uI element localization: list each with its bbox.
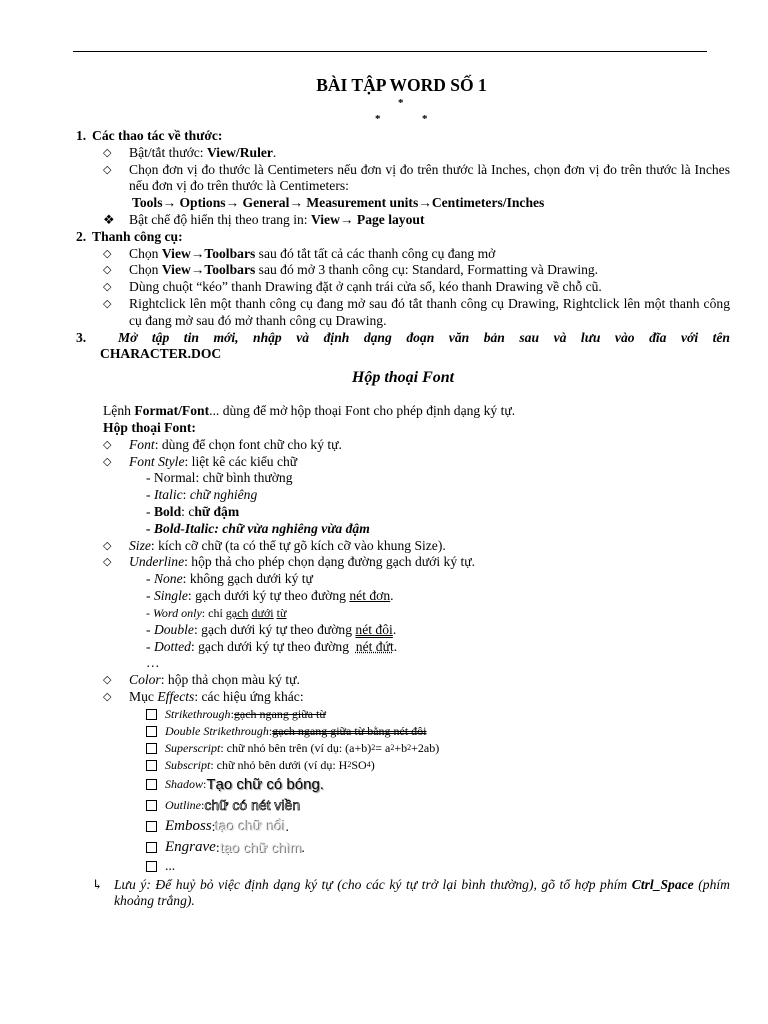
list-item: ◇ Chọn View→Toolbars sau đó tắt tất cả các thanh công cụ đang mở — [103, 245, 496, 261]
checkbox-icon — [146, 760, 157, 771]
list-item: ◇ Font Style: liệt kê các kiểu chữ — [103, 453, 298, 469]
underline-double: - Double: gạch dưới ký tự theo đường nét đôi. — [146, 621, 397, 637]
section-1-heading: 1. Các thao tác về thước: — [76, 128, 223, 143]
list-item: ◇ Chọn đơn vị đo thước là Centimeters nếu đơn vị đo trên thước là Inches, chọn đơn vị đo trên thước là Inches nếu đơn vị đo trên thước là Centimeters: — [103, 161, 730, 194]
underline-word-only: - Word only: chỉ gạch dưới từ — [146, 605, 287, 620]
effect-strikethrough: Strikethrough : gạch ngang giữa từ — [76, 706, 730, 723]
effect-double-strikethrough: Double Strikethrough : gạch ngang giữa từ bằng nét đôi — [76, 723, 730, 740]
checkbox-icon — [146, 709, 157, 720]
checkbox-icon — [146, 861, 157, 872]
dialog-label: Hộp thoại Font: — [103, 419, 196, 435]
star-ornament: * — [398, 97, 404, 109]
effect-more: ... — [76, 858, 730, 875]
effect-engrave: Engrave : tạo chữ chìm . — [76, 837, 730, 858]
diamond-bullet-icon: ◇ — [103, 539, 112, 552]
list-item: ◇ Chọn View→Toolbars sau đó mở 3 thanh công cụ: Standard, Formatting và Drawing. — [103, 262, 599, 278]
menu-path: Tools→ Options→ General→ Measurement units→Centimeters/Inches — [132, 195, 545, 211]
style-bold: - Bold: chữ đậm — [146, 503, 240, 519]
diamond-bullet-icon: ❖ — [103, 211, 115, 227]
header-rule — [73, 51, 707, 52]
file-name: CHARACTER.DOC — [100, 346, 222, 362]
list-item: ◇ Rightclick lên một thanh công cụ đang mở sau đó tắt thanh công cụ Drawing, Rightclick lên một thanh công cụ đang mở sau đó mở thanh công cụ Drawing. — [103, 295, 730, 328]
style-bold-italic: - Bold-Italic: chữ vừa nghiêng vừa đậm — [146, 520, 370, 536]
effect-emboss: Emboss : tạo chữ nổi . — [76, 816, 730, 837]
underline-none: - None: không gạch dưới ký tự — [146, 571, 313, 587]
list-item: ◇ Color: hộp thả chọn màu ký tự. — [103, 672, 300, 688]
checkbox-icon — [146, 743, 157, 754]
ellipsis: … — [146, 655, 160, 671]
effect-shadow: Shadow : Tạo chữ có bóng. — [76, 774, 730, 795]
diamond-bullet-icon: ◇ — [103, 146, 112, 159]
list-item: ◇ Underline: hộp thả cho phép chọn dạng đường gạch dưới ký tự. — [103, 554, 476, 570]
font-dialog-heading: Hộp thoại Font — [351, 369, 455, 387]
diamond-bullet-icon: ◇ — [103, 163, 112, 176]
intro-paragraph: Lệnh Format/Font... dùng để mở hộp thoại Font cho phép định dạng ký tự. — [103, 403, 516, 419]
list-item: ◇ Size: kích cỡ chữ (ta có thể tự gõ kích cỡ vào khung Size). — [103, 537, 446, 553]
checkbox-icon — [146, 726, 157, 737]
section-3-heading: 3. Mở tập tin mới, nhập và định dạng đoạn văn bản sau và lưu vào đĩa với tên — [76, 329, 730, 345]
diamond-bullet-icon: ◇ — [103, 281, 112, 294]
list-item: ◇ Font: dùng để chọn font chữ cho ký tự. — [103, 436, 342, 452]
diamond-bullet-icon: ◇ — [103, 297, 112, 310]
star-ornament: * — [422, 113, 428, 125]
effect-subscript: Subscript : chữ nhỏ bên dưới (ví dụ: H 2 SO 4 ) — [76, 757, 730, 774]
style-italic: - Italic: chữ nghiêng — [146, 487, 258, 503]
page-title: BÀI TẬP WORD SỐ 1 — [316, 75, 487, 95]
diamond-bullet-icon: ◇ — [103, 556, 112, 569]
checkbox-icon — [146, 821, 157, 832]
note-item: ↳ Lưu ý: Để huỷ bỏ việc định dạng ký tự (cho các ký tự trở lại bình thường), gõ tổ hợp phím Ctrl_Space (phím khoảng trắng). — [92, 876, 730, 909]
star-ornament: * — [375, 113, 381, 125]
diamond-bullet-icon: ◇ — [103, 674, 112, 687]
checkbox-icon — [146, 779, 157, 790]
checkbox-icon — [146, 800, 157, 811]
list-item: ❖ Bật chế độ hiển thị theo trang in: View→ Page layout — [103, 211, 425, 227]
effect-outline: Outline : chữ có nét viền — [76, 795, 730, 816]
diamond-bullet-icon: ◇ — [103, 264, 112, 277]
style-normal: - Normal: chữ bình thường — [146, 470, 293, 486]
diamond-bullet-icon: ◇ — [103, 690, 112, 703]
diamond-bullet-icon: ◇ — [103, 455, 112, 468]
list-item: ◇ Dùng chuột “kéo” thanh Drawing đặt ở cạnh trái cửa sổ, kéo thanh Drawing về chỗ cũ. — [103, 279, 602, 295]
list-item: ◇ Bật/tắt thước: View/Ruler. — [103, 144, 277, 160]
hook-arrow-icon: ↳ — [92, 876, 103, 892]
underline-dotted: - Dotted: gạch dưới ký tự theo đường nét đứt. — [146, 638, 398, 654]
document-body — [76, 128, 730, 910]
list-item: ◇ Mục Effects: các hiệu ứng khác: — [103, 688, 304, 704]
diamond-bullet-icon: ◇ — [103, 438, 112, 451]
section-2-heading: 2. Thanh công cụ: — [76, 228, 183, 244]
checkbox-icon — [146, 842, 157, 853]
effect-superscript: Superscript : chữ nhỏ bên trên (ví dụ: (a+b) 2 = a 2 +b 2 +2ab) — [76, 740, 730, 757]
diamond-bullet-icon: ◇ — [103, 247, 112, 260]
underline-single: - Single: gạch dưới ký tự theo đường nét đơn. — [146, 587, 394, 603]
